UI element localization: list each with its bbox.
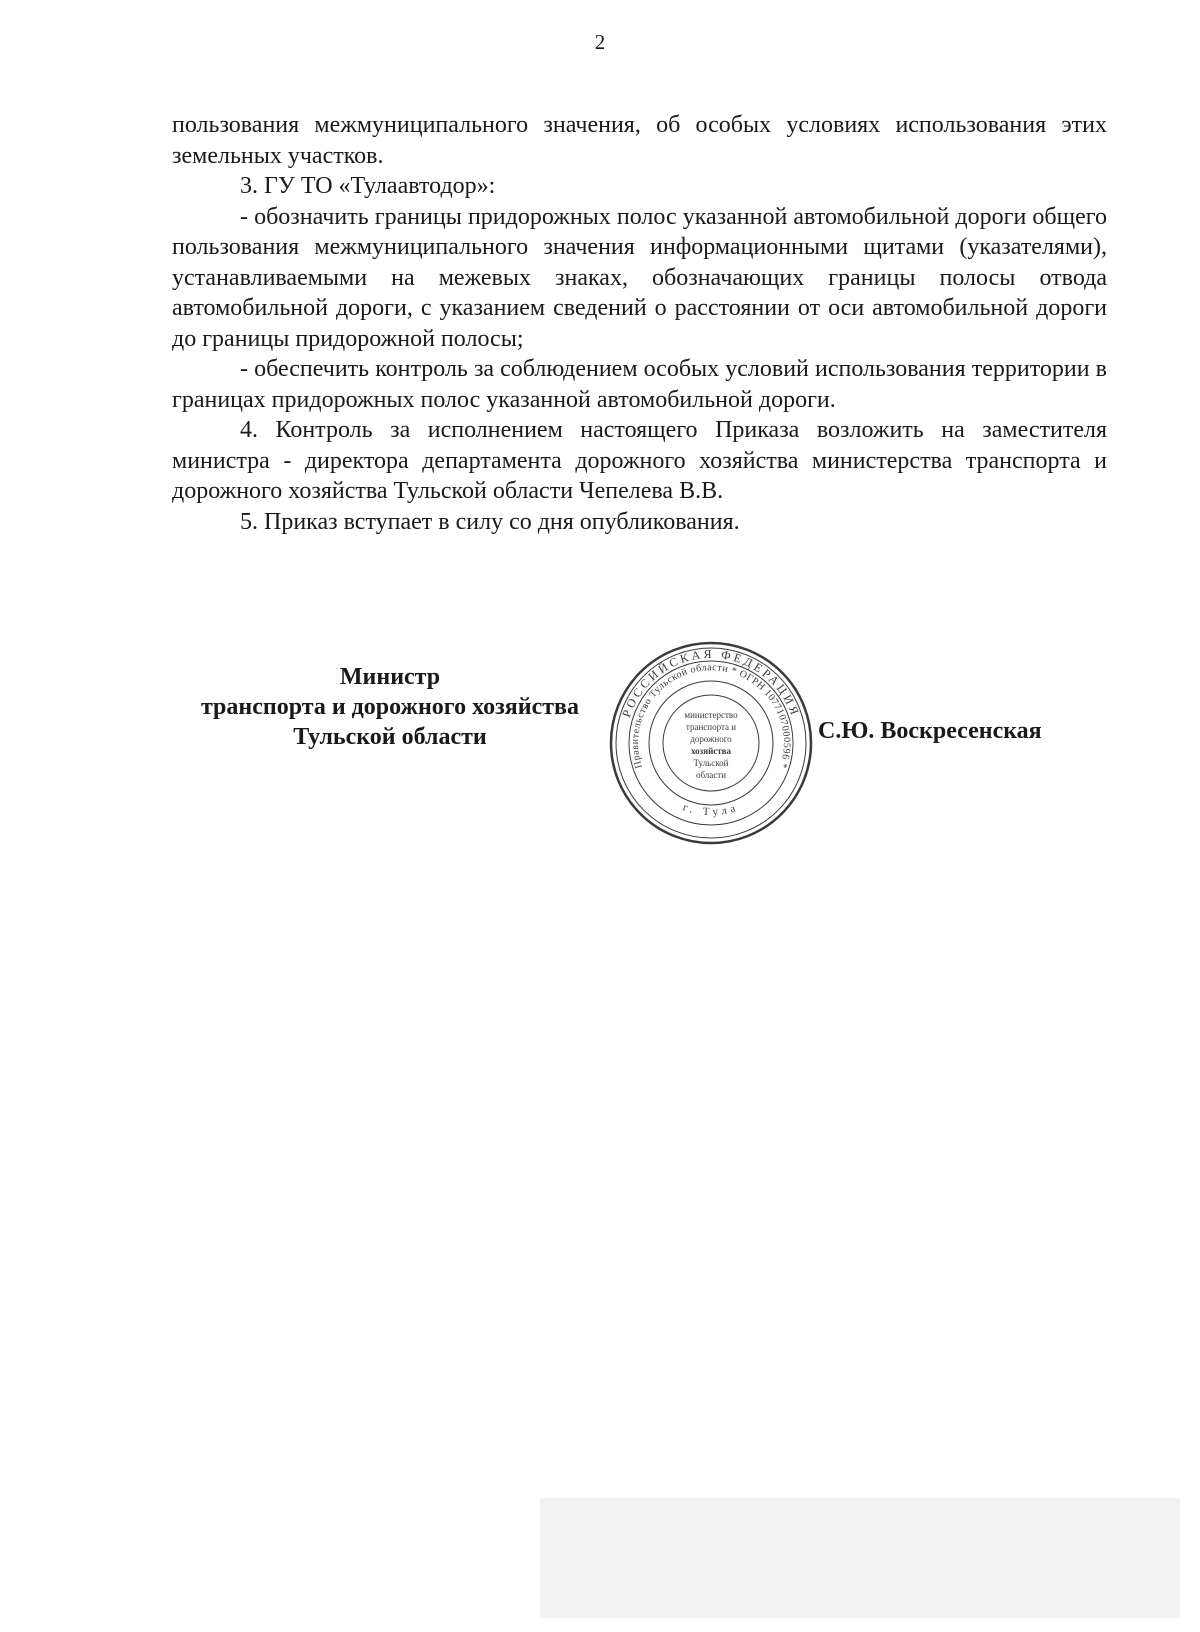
seal-center-line-5: Тульской xyxy=(693,758,729,768)
paragraph-continuation: пользования межмуниципального значения, об особых условиях использования этих земельных участков. xyxy=(172,112,1107,169)
document-body xyxy=(172,110,1107,537)
seal-center-line-1: министерство xyxy=(684,710,738,720)
seal-ring-text: Правительство Тульской области * ОГРН 1077107000596 * xyxy=(629,662,793,770)
scan-shading xyxy=(540,1498,1180,1618)
paragraph-item-3: 3. ГУ ТО «Тулаавтодор»: xyxy=(240,173,496,199)
paragraph-subitem-control: - обеспечить контроль за соблюдением особых условий использования территории в границах придорожных полос указанной автомобильной дороги. xyxy=(172,356,1107,413)
seal-city-text: г. Тула xyxy=(681,801,741,819)
signature-title xyxy=(160,662,620,752)
seal-center-line-3: дорожного xyxy=(690,734,732,744)
seal-center-line-6: области xyxy=(695,770,727,780)
signature-title-line-1: Министр xyxy=(339,664,441,690)
signatory-name: С.Ю. Воскресенская xyxy=(818,718,1042,744)
signature-title-line-2: транспорта и дорожного хозяйства xyxy=(200,694,580,720)
seal-center-line-2: транспорта и xyxy=(685,722,737,732)
paragraph-item-5: 5. Приказ вступает в силу со дня опубликования. xyxy=(240,508,740,535)
paragraph-subitem-mark-boundaries: - обозначить границы придорожных полос указанной автомобильной дороги общего пользования межмуниципального значения информационными щитами (указателями), устанавливаемыми на межевых знаках, обозначающих границы полосы отвода автомобильной дороги, с указанием сведений о расстоянии от оси автомобильной дороги до границы придорожной полосы; xyxy=(172,203,1107,352)
signature-title-line-3: Тульской области xyxy=(293,724,487,750)
page-number: 2 xyxy=(594,30,606,54)
seal-center-line-4: хозяйства xyxy=(690,746,732,756)
seal-outer-text: РОССИЙСКАЯ ФЕДЕРАЦИЯ xyxy=(619,646,803,720)
official-seal-stamp xyxy=(606,638,816,848)
paragraph-item-4: 4. Контроль за исполнением настоящего Приказа возложить на заместителя министра - директора департамента дорожного хозяйства министерства транспорта и дорожного хозяйства Тульской области Чепелева В.В. xyxy=(172,417,1107,504)
